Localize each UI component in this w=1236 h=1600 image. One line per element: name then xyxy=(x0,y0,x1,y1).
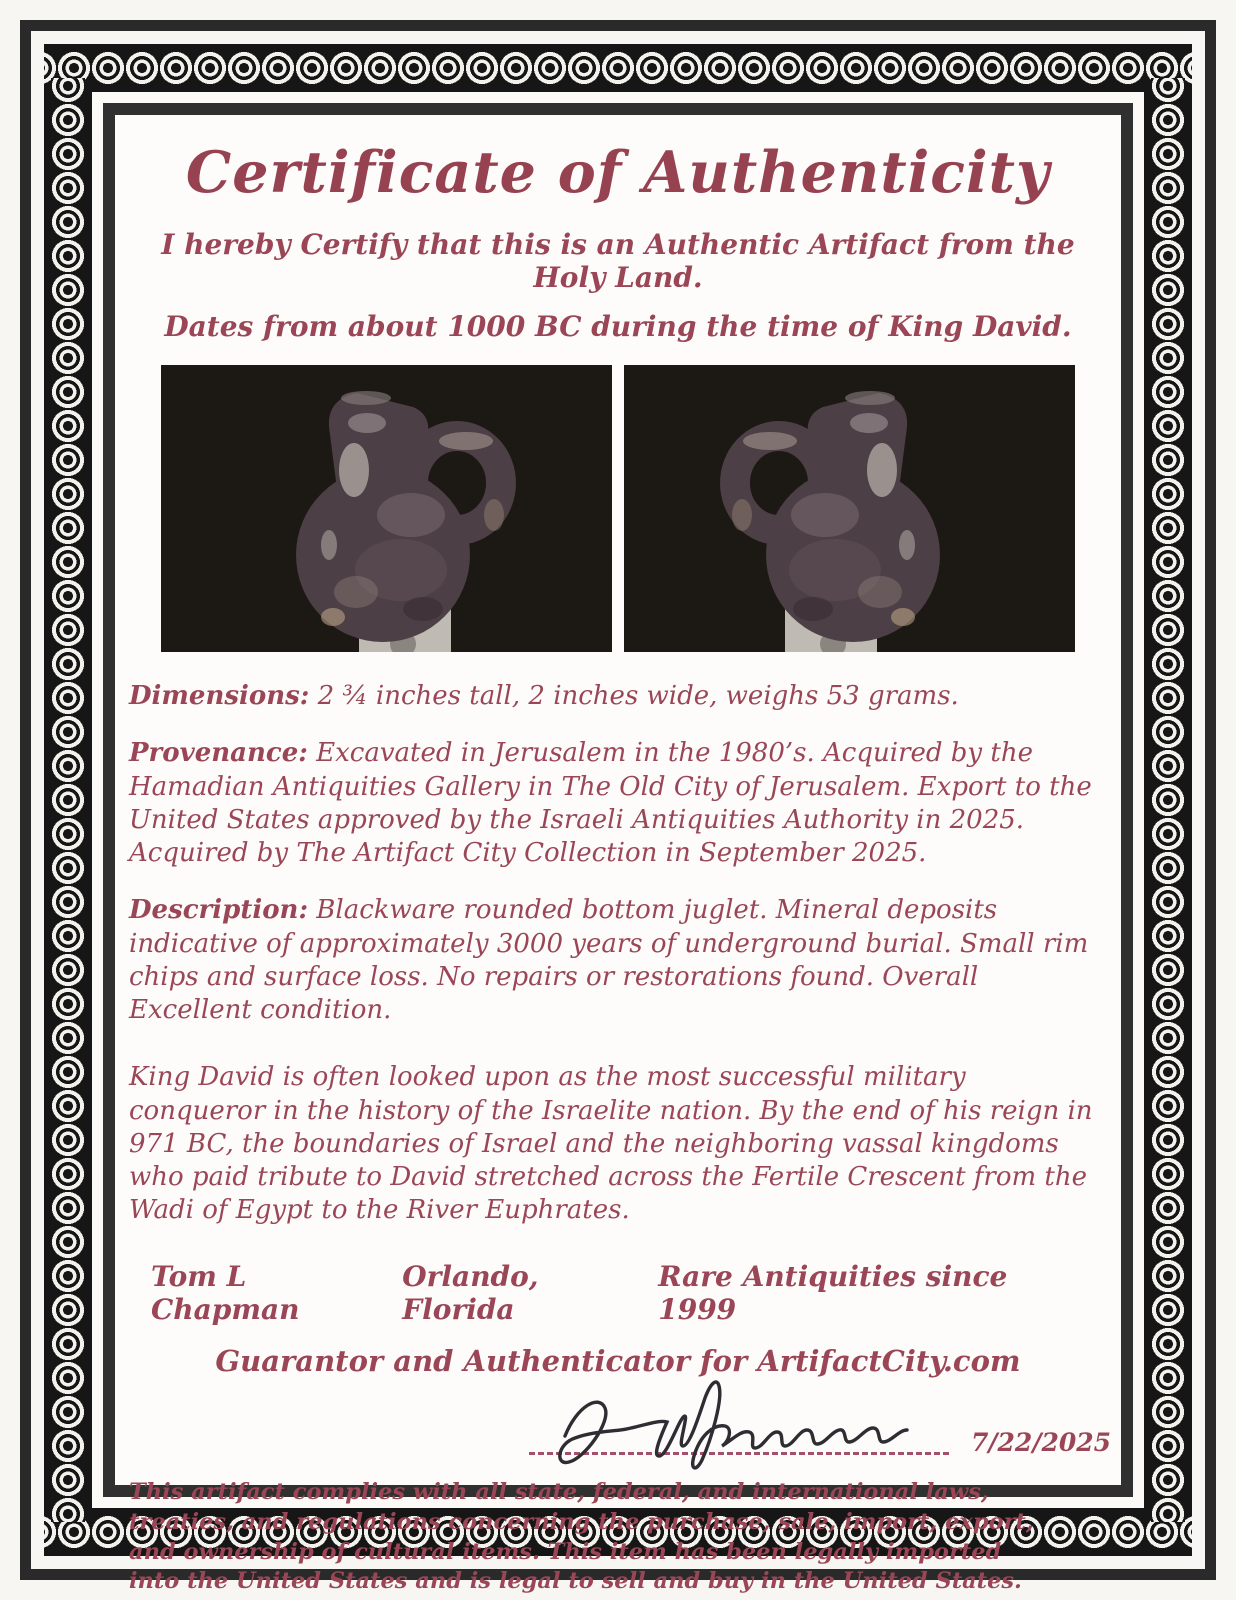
authenticator-row xyxy=(129,1260,1107,1326)
signature-date: 7/22/2025 xyxy=(971,1427,1112,1457)
circle-border-left xyxy=(51,78,85,1522)
provenance-paragraph xyxy=(129,737,1107,870)
artifact-photo-left xyxy=(161,365,612,652)
dimensions-label: Dimensions: xyxy=(129,681,310,711)
dimensions-text: 2 ¾ inches tall, 2 inches wide, weighs 53 grams. xyxy=(309,681,959,711)
artifact-photo-right xyxy=(624,365,1075,652)
circle-border-right xyxy=(1151,78,1185,1522)
description-label: Description: xyxy=(129,895,309,926)
authenticator-name: Tom L Chapman xyxy=(151,1259,300,1326)
circle-border-top xyxy=(44,51,1192,85)
artifact-photos-row xyxy=(129,365,1107,652)
legal-paragraph: This artifact complies with all state, federal, and international laws, treaties, and regulations concerning the purchase, sale, import, export, and ownership of cultural items. This item has been legally imported into the United States and is legal to sell and buy in the United States. xyxy=(129,1478,1034,1595)
guarantor-line: Guarantor and Authenticator for ArtifactCity.com xyxy=(215,1343,1021,1378)
description-paragraph xyxy=(129,894,1107,1027)
history-paragraph: King David is often looked upon as the most successful military conqueror in the history of the Israelite nation. By the end of his reign in 971 BC, the boundaries of Israel and the neighboring vassal kingdoms who paid tribute to David stretched across the Fertile Crescent from the Wadi of Egypt to the River Euphrates. xyxy=(129,1062,1093,1226)
dimensions-paragraph xyxy=(129,680,1107,713)
signature-block xyxy=(129,1380,1112,1476)
juglet-illustration-mirrored xyxy=(624,365,1075,652)
handwritten-signature xyxy=(527,1378,957,1470)
authenticator-tagline: Rare Antiquities since 1999 xyxy=(658,1259,1008,1326)
description-text: Blackware rounded bottom juglet. Mineral deposits indicative of approximately 3000 years of underground burial. Small rim chips and surface loss. No repairs or restorations found. Overall Excellent condition. xyxy=(129,895,1089,1026)
certificate-title: Certificate of Authenticity xyxy=(185,139,1051,206)
juglet-illustration xyxy=(161,365,612,652)
dates-line: Dates from about 1000 BC during the time of King David. xyxy=(164,310,1072,343)
certify-line: I hereby Certify that this is an Authentic Artifact from the Holy Land. xyxy=(161,228,1075,294)
provenance-text: Excavated in Jerusalem in the 1980’s. Acquired by the Hamadian Antiquities Gallery in The Old City of Jerusalem. Export to the United States approved by the Israeli Antiquities Authority in 2025. Acquired by The Artifact City Collection in September 2025. xyxy=(129,738,1092,869)
certificate-content xyxy=(115,115,1121,1595)
authenticator-location: Orlando, Florida xyxy=(402,1259,539,1326)
provenance-label: Provenance: xyxy=(129,738,308,769)
